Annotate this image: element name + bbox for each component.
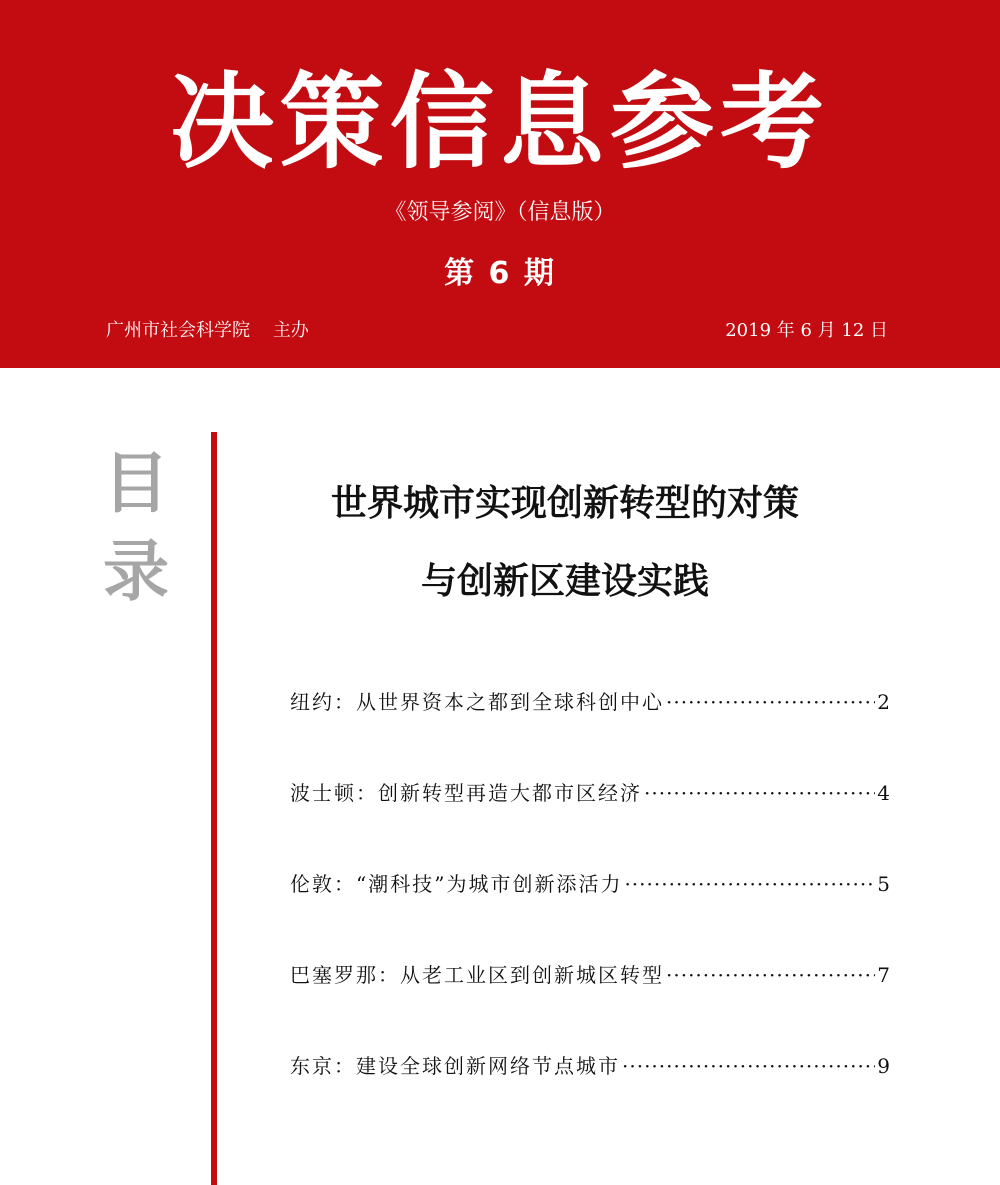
toc-entry-title: 纽约：从世界资本之都到全球科创中心 (290, 690, 664, 714)
toc-dot-leader (666, 686, 875, 718)
publication-date: 2019 年 6 月 12 日 (725, 320, 888, 341)
toc-entry-page: 9 (877, 1054, 890, 1078)
toc-entry-page: 7 (877, 963, 890, 987)
vertical-divider (211, 432, 217, 1185)
toc-entry-title: 巴塞罗那：从老工业区到创新城区转型 (290, 963, 664, 987)
toc-dot-leader (666, 959, 875, 991)
toc-heading-char: 目 (103, 445, 169, 522)
toc-entry-new-york[interactable] (290, 686, 890, 777)
toc-dot-leader (624, 868, 875, 900)
publication-subtitle: 《领导参阅》（信息版） (384, 200, 616, 225)
feature-title-line: 世界城市实现创新转型的对策 (330, 482, 799, 524)
issue-number: 第 6 期 (444, 256, 556, 291)
toc-entry-london[interactable] (290, 868, 890, 959)
toc-entry-page: 5 (877, 872, 890, 896)
toc-entry-page: 4 (877, 781, 890, 805)
toc-entry-title: 伦敦：“潮科技”为城市创新添活力 (290, 872, 623, 896)
toc-dot-leader (644, 777, 875, 809)
toc-entry-title: 波士顿：创新转型再造大都市区经济 (290, 781, 642, 805)
toc-dot-leader (622, 1050, 875, 1082)
toc-entry-page: 2 (877, 690, 890, 714)
feature-title-line: 与创新区建设实践 (420, 560, 709, 602)
toc-heading (96, 440, 176, 616)
masthead (0, 0, 1000, 368)
toc-entry-barcelona[interactable] (290, 959, 890, 1050)
publication-title: 决策信息参考 (169, 60, 830, 183)
publisher: 广州市社会科学院 主办 (106, 320, 309, 341)
toc-entry-tokyo[interactable] (290, 1050, 890, 1141)
toc-heading-char: 录 (103, 533, 169, 610)
toc-list (290, 686, 890, 1141)
toc-entry-boston[interactable] (290, 777, 890, 868)
feature-title (240, 478, 890, 606)
toc-entry-title: 东京：建设全球创新网络节点城市 (290, 1054, 620, 1078)
